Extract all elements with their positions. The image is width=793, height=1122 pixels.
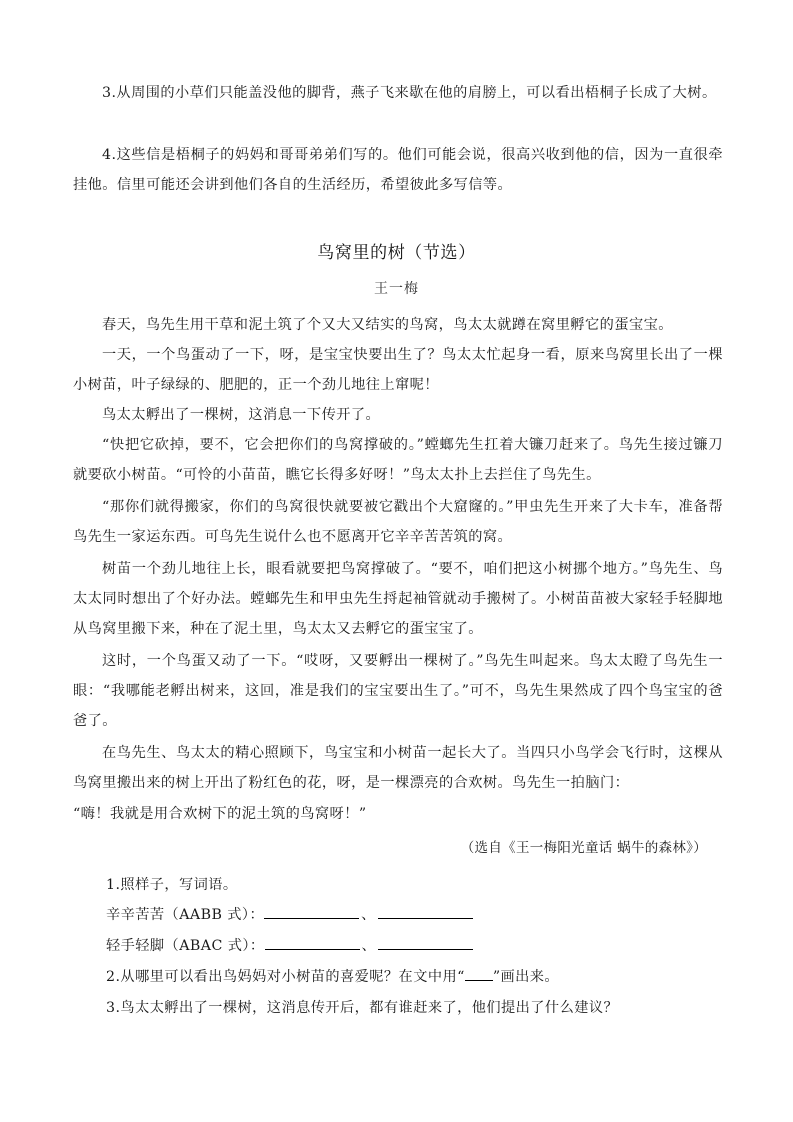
separator: 、 [361, 907, 376, 923]
paragraph: 树苗一个劲儿地往上长，眼看就要把鸟窝撑破了。“要不，咱们把这小树挪个地方。”鸟先生、鸟太太同时想出了个好办法。螳螂先生和甲虫先生捋起袖管就动手搬树了。小树苗苗被大家轻手轻脚地从鸟窝里搬下来，种在了泥土里，鸟太太又去孵它的蛋宝宝了。 [73, 561, 723, 637]
paragraph: 春天，鸟先生用干草和泥土筑了个又大又结实的鸟窝，鸟太太就蹲在窝里孵它的蛋宝宝。 [102, 317, 673, 333]
paragraph: 一天，一个鸟蛋动了一下，呀，是宝宝快要出生了？鸟太太忙起身一看，原来鸟窝里长出了一棵小树苗，叶子绿绿的、肥肥的，正一个劲儿地往上窜呢！ [73, 347, 723, 393]
paragraph: “快把它砍掉，要不，它会把你们的鸟窝撑破的。”螳螂先生扛着大镰刀赶来了。鸟先生接过镰刀就要砍小树苗。“可怜的小苗苗，瞧它长得多好呀！”鸟太太扑上去拦住了鸟先生。 [73, 437, 723, 483]
answer-blank[interactable] [264, 903, 359, 919]
paragraph: “那你们就得搬家，你们的鸟窝很快就要被它戳出个大窟窿的。”甲虫先生开来了大卡车，准备帮鸟先生一家运东西。可鸟先生说什么也不愿离开它辛辛苦苦筑的窝。 [73, 499, 723, 545]
paragraph: “嗨！我就是用合欢树下的泥土筑的鸟窝呀！” [73, 806, 367, 822]
article-title: 鸟窝里的树（节选） [317, 243, 476, 263]
article-source: （选自《王一梅阳光童话 蜗牛的森林》） [460, 840, 707, 856]
answer-item-4: 4.这些信是梧桐子的妈妈和哥哥弟弟们写的。他们可能会说，很高兴收到他的信，因为一直很牵挂他。信里可能还会讲到他们各自的生活经历，希望彼此多写信等。 [73, 147, 723, 193]
question-3: 3.鸟太太孵出了一棵树，这消息传开后，都有谁赶来了，他们提出了什么建议？ [106, 1000, 619, 1016]
answer-blank[interactable] [265, 934, 360, 950]
paragraph: 这时，一个鸟蛋又动了一下。“哎呀，又要孵出一棵树了。”鸟先生叫起来。鸟太太瞪了鸟先生一眼：“我哪能老孵出树来，这回，准是我们的宝宝要出生了。”可不，鸟先生果然成了四个鸟宝宝的爸爸了。 [73, 653, 723, 729]
answer-blank[interactable] [378, 903, 473, 919]
question-1: 1.照样子，写词语。 [106, 877, 238, 893]
article-author: 王一梅 [374, 281, 419, 297]
question-2-text: 2.从哪里可以看出鸟妈妈对小树苗的喜爱呢？在文中用“ [106, 969, 465, 985]
question-1a-label: 辛辛苦苦（AABB 式）： [106, 907, 265, 923]
paragraph: 在鸟先生、鸟太太的精心照顾下，鸟宝宝和小树苗一起长大了。当四只小鸟学会飞行时，这棵从鸟窝里搬出来的树上开出了粉红色的花，呀，是一棵漂亮的合欢树。鸟先生一拍脑门： [73, 745, 723, 791]
question-1a [106, 900, 473, 930]
paragraph: 鸟太太孵出了一棵树，这消息一下传开了。 [102, 407, 381, 423]
question-2 [106, 962, 559, 992]
question-2-text-end: ”画出来。 [492, 969, 560, 985]
answer-blank[interactable] [378, 934, 473, 950]
question-1b-label: 轻手轻脚（ABAC 式）： [106, 938, 265, 954]
underline-mark [465, 965, 493, 981]
separator: 、 [361, 938, 377, 954]
question-1b [106, 931, 473, 961]
answer-item-3: 3.从周围的小草们只能盖没他的脚背，燕子飞来歇在他的肩膀上，可以看出梧桐子长成了大树。 [102, 85, 717, 101]
